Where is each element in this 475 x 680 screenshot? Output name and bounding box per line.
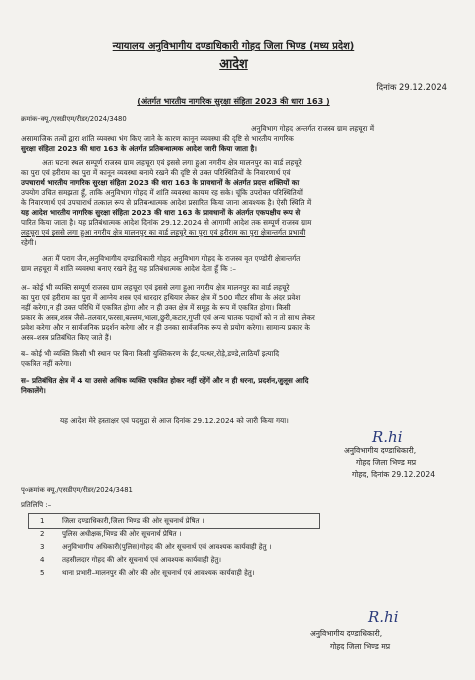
copy-heading: प्रतिलिपि :– [21,501,52,509]
para2-line: यह आदेश भारतीय नागरिक सुरक्षा संहिता 2023 की धारा 163 के प्रावधानों के अंतर्गत एकपक्षीय रूप से [21,208,301,217]
para2-line: अतः घटना स्थल सम्पूर्ण राजस्व ग्राम लहचूरा एवं इससे लगा हुआ नगरीय क्षेत्र मालनपुर का वार्ड लहचूरे [42,158,302,167]
para1-line: अनुविभाग गोहद अन्तर्गत राजस्व ग्राम लहचूरा में [251,124,374,133]
clause-a-line: अस्त्र–शस्त्र प्रतिबंधित किए जाते हैं। [21,333,112,342]
para3-line: ग्राम लहचूरा में शांति व्यवस्था बनाए रखने हेतु यह प्रतिबंधात्मक आदेश देता हूँ कि :– [21,264,236,273]
order-date: दिनांक 29.12.2024 [376,82,447,92]
court-name: न्यायालय अनुविभागीय दण्डाधिकारी गोहद जिला भिण्ड (मध्य प्रदेश) [112,41,355,52]
signature-mark: R.hi [372,428,403,446]
para1-line: असामाजिक तत्वों द्वारा शांति व्यवस्था भंग किए जाने के कारण कानून व्यवस्था की दृष्टि से भारतीय नागरिक [21,134,294,143]
copy-item-text: तहसीलदार गोहद की ओर सूचनार्थ एवं आवश्यक कार्यवाही हेतु। [62,556,222,564]
signature-date: गोहद, दिनांक 29.12.2024 [352,470,436,479]
para2-line: उपचारार्थ भारतीय नागरिक सुरक्षा संहिता 2023 की धारा 163 के प्रावधानों के अंतर्गत प्रदत्त शक्तियों का [21,178,300,187]
copy-item-number: 3 [40,543,45,551]
order-reference: क्रमांक–क्यू./एसडीएम/रीडर/2024/3480 [21,115,127,123]
copy-item-number: 4 [40,556,45,564]
clause-a-line: प्रवेश करेगा और न सार्वजनिक प्रदर्शन करेगा और न ही उनका सार्वजनिक रूप से प्रयोग करेगा। सामान्य प्रकार के [21,323,310,332]
clause-b-line: एकत्रित नहीं करेगा। [21,359,72,368]
signature-mark: R.hi [368,608,399,626]
closing-statement: यह आदेश मेरे हस्ताक्षर एवं पदमुद्रा से आज दिनांक 29.12.2024 को जारी किया गया। [60,416,289,425]
clause-a-line: का पुरा एवं हरीराम का पुरा में आग्नेय शस्त्र एवं धारदार हथियार लेकर क्षेत्र में 500 मीटर सीमा के अंदर प्रवेश [21,293,301,302]
signatory-title: अनुविभागीय दण्डाधिकारी, [310,629,383,638]
para2-line: रहेगी। [21,238,37,247]
copy-item-number: 1 [40,517,45,525]
copy-item-text: जिला दण्डाधिकारी,जिला भिण्ड की ओर सूचनार्थ प्रेषित । [62,517,205,525]
copy-item-number: 5 [40,569,45,577]
para1-line: सुरक्षा संहिता 2023 की धारा 163 के अंतर्गत प्रतिबन्धात्मक आदेश जारी किया जाता है। [21,144,257,153]
para2-line: लहचूरा एवं इससे लगा हुआ नगरीय क्षेत्र मालनपुर का वार्ड लहचूरे का पुरा एवं हरीराम का पुरा क्षेत्रान्तर्गत प्रभावी [21,228,306,237]
copy-item-number: 2 [40,530,45,538]
para2-line: के निवारणार्थ एवं उपचारार्थ तत्काल रूप से प्रतिबन्धात्मक आदेश प्रसारित किया जाना आवश्यक है। ऐसी स्थिति में [21,198,312,207]
order-title: आदेश [219,57,248,72]
signatory-office: गोहद जिला भिण्ड मप्र [330,642,391,651]
clause-c-line: स– प्रतिबंधित क्षेत्र में 4 या उससे अधिक व्यक्ति एकत्रित होकर नहीं रहेंगें और न ही धरना, प्रदर्शन,जुलूस आदि [21,376,309,385]
clause-a-line: अ– कोई भी व्यक्ति सम्पूर्ण राजस्व ग्राम लहचूरा एवं इससे लगा हुआ नगरीय क्षेत्र मालनपुर का वार्ड लहचूरे [21,283,290,292]
signatory-title: अनुविभागीय दण्डाधिकारी, [344,446,417,455]
clause-a-line: प्रकार के अस्त्र,शस्त्र जैसे–तलवार,फरसा,बल्लम,भाला,छुरी,कटार,गुप्ती एवं अन्य घातक पदार्थो को न तो साथ लेकर [21,313,315,322]
copy-item-text: पुलिस अधीक्षक,भिण्ड की ओर सूचनार्थ प्रेषित । [62,530,182,538]
copy-reference: पृ०क्रमांक क्यू./एसडीएम/रीडर/2024/3481 [21,486,133,494]
clause-a-line: नहीं करेगा,न ही उक्त परिधि में एकत्रित होगा और न ही उक्त क्षेत्र में समूह के रूप में एकत्रित होगा। किसी [21,303,291,312]
copy-item-text: अनुविभागीय अधिकारी(पुलिस)गोहद की ओर सूचनार्थ एवं आवश्यक कार्यवाही हेतु । [62,543,272,551]
clause-b-line: ब– कोई भी व्यक्ति किसी भी स्थान पर बिना किसी युक्तिकरण के ईंट,पत्थर,रोड़े,डण्डे,लाठियाँ इत्यादि [21,349,280,358]
order-subtitle: (अंतर्गत भारतीय नागरिक सुरक्षा संहिता 2023 की धारा 163 ) [137,96,330,106]
para3-line: अतः मैं पराग जैन,अनुविभागीय दण्डाधिकारी गोहद अनुविभाग गोहद के राजस्व वृत एण्डोरी क्षेत्रान्तर्गत [42,254,301,263]
copy-item-text: थाना प्रभारी–मालनपुर की ओर की ओर सूचनार्थ एवं आवश्यक कार्यवाही हेतु। [62,569,255,577]
para2-line: उपयोग उचित समझता हूँ, ताकि अनुविभाग गोहद में शांति व्यवस्था कायम रह सके। चूंकि उपरोक्त परिस्थितियों [21,188,303,197]
para2-line: पारित किया जाता है। यह प्रतिबंधात्मक आदेश दिनांक 29.12.2024 से आगामी आदेश तक सम्पूर्ण राजस्व ग्राम [21,218,312,227]
clause-c-line: निकालेंगे। [21,386,46,395]
para2-line: का पुरा एवं हरीराम का पुरा में कानून व्यवस्था बनाये रखने की दृष्टि से उक्त परिस्थितियों के निवारणार्थ एवं [21,168,291,177]
signatory-office: गोहद जिला भिण्ड मप्र [356,458,417,467]
